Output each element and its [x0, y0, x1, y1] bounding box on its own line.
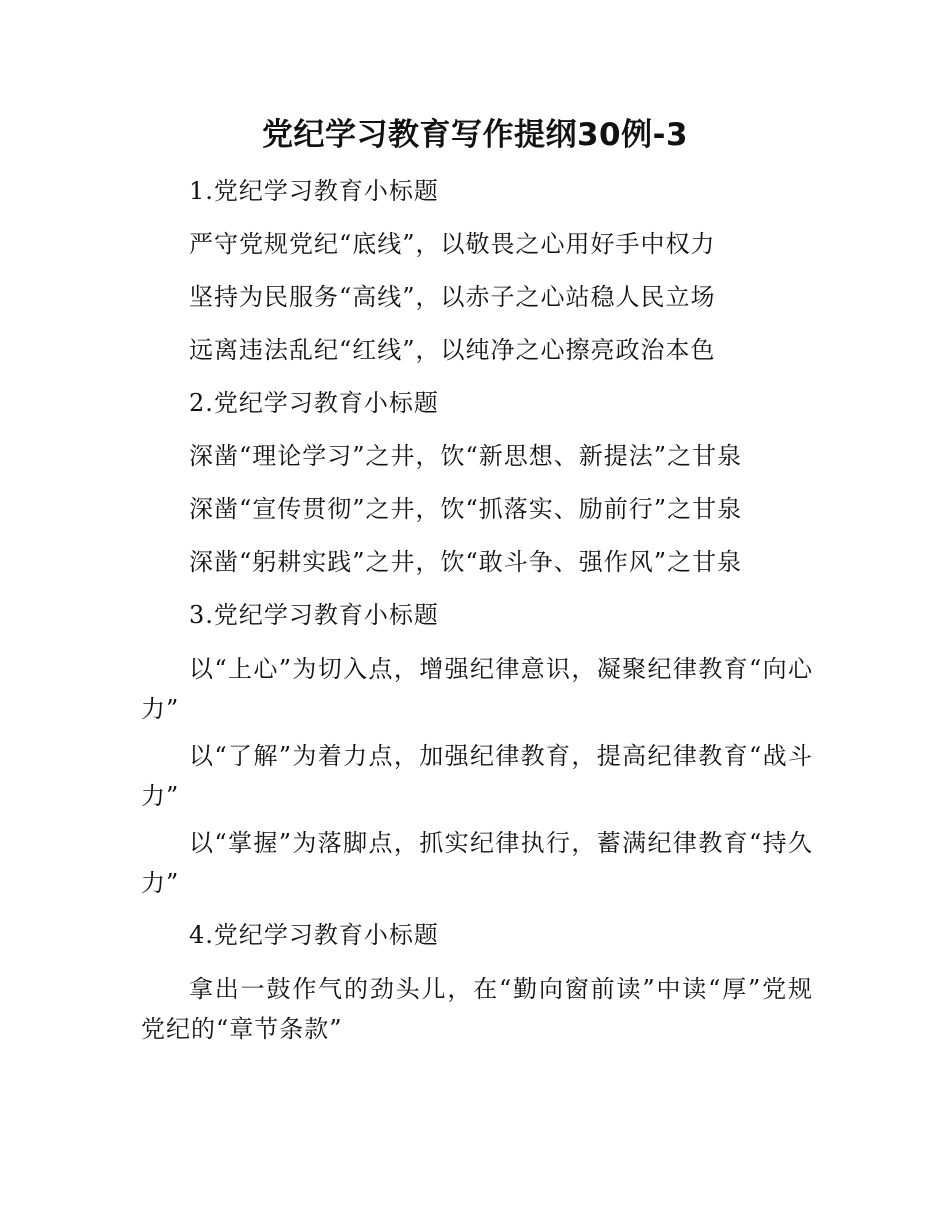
paragraph: 深凿“宣传贯彻”之井，饮“抓落实、励前行”之甘泉 [189, 495, 743, 523]
paragraph: 以“掌握”为落脚点，抓实纪律执行，蓄满纪律教育“持久力” [141, 829, 813, 897]
paragraph: 深凿“理论学习”之井，饮“新思想、新提法”之甘泉 [189, 442, 743, 470]
paragraph: 远离违法乱纪“红线”，以纯净之心擦亮政治本色 [189, 336, 716, 364]
paragraph: 坚持为民服务“高线”，以赤子之心站稳人民立场 [189, 283, 716, 311]
document-body [141, 165, 813, 1055]
section-heading-4: 4.党纪学习教育小标题 [189, 921, 439, 949]
paragraph: 深凿“躬耕实践”之井，饮“敢斗争、强作风”之甘泉 [189, 548, 743, 576]
section-heading-1: 1.党纪学习教育小标题 [189, 177, 439, 205]
paragraph: 拿出一鼓作气的劲头儿，在“勤向窗前读”中读“厚”党规党纪的“章节条款” [141, 975, 813, 1043]
document-title: 党纪学习教育写作提纲30例-3 [261, 117, 689, 153]
paragraph: 严守党规党纪“底线”，以敬畏之心用好手中权力 [189, 230, 716, 258]
paragraph: 以“了解”为着力点，加强纪律教育，提高纪律教育“战斗力” [141, 742, 813, 810]
paragraph: 以“上心”为切入点，增强纪律意识，凝聚纪律教育“向心力” [141, 655, 813, 723]
section-heading-3: 3.党纪学习教育小标题 [189, 601, 439, 629]
section-heading-2: 2.党纪学习教育小标题 [189, 389, 439, 417]
